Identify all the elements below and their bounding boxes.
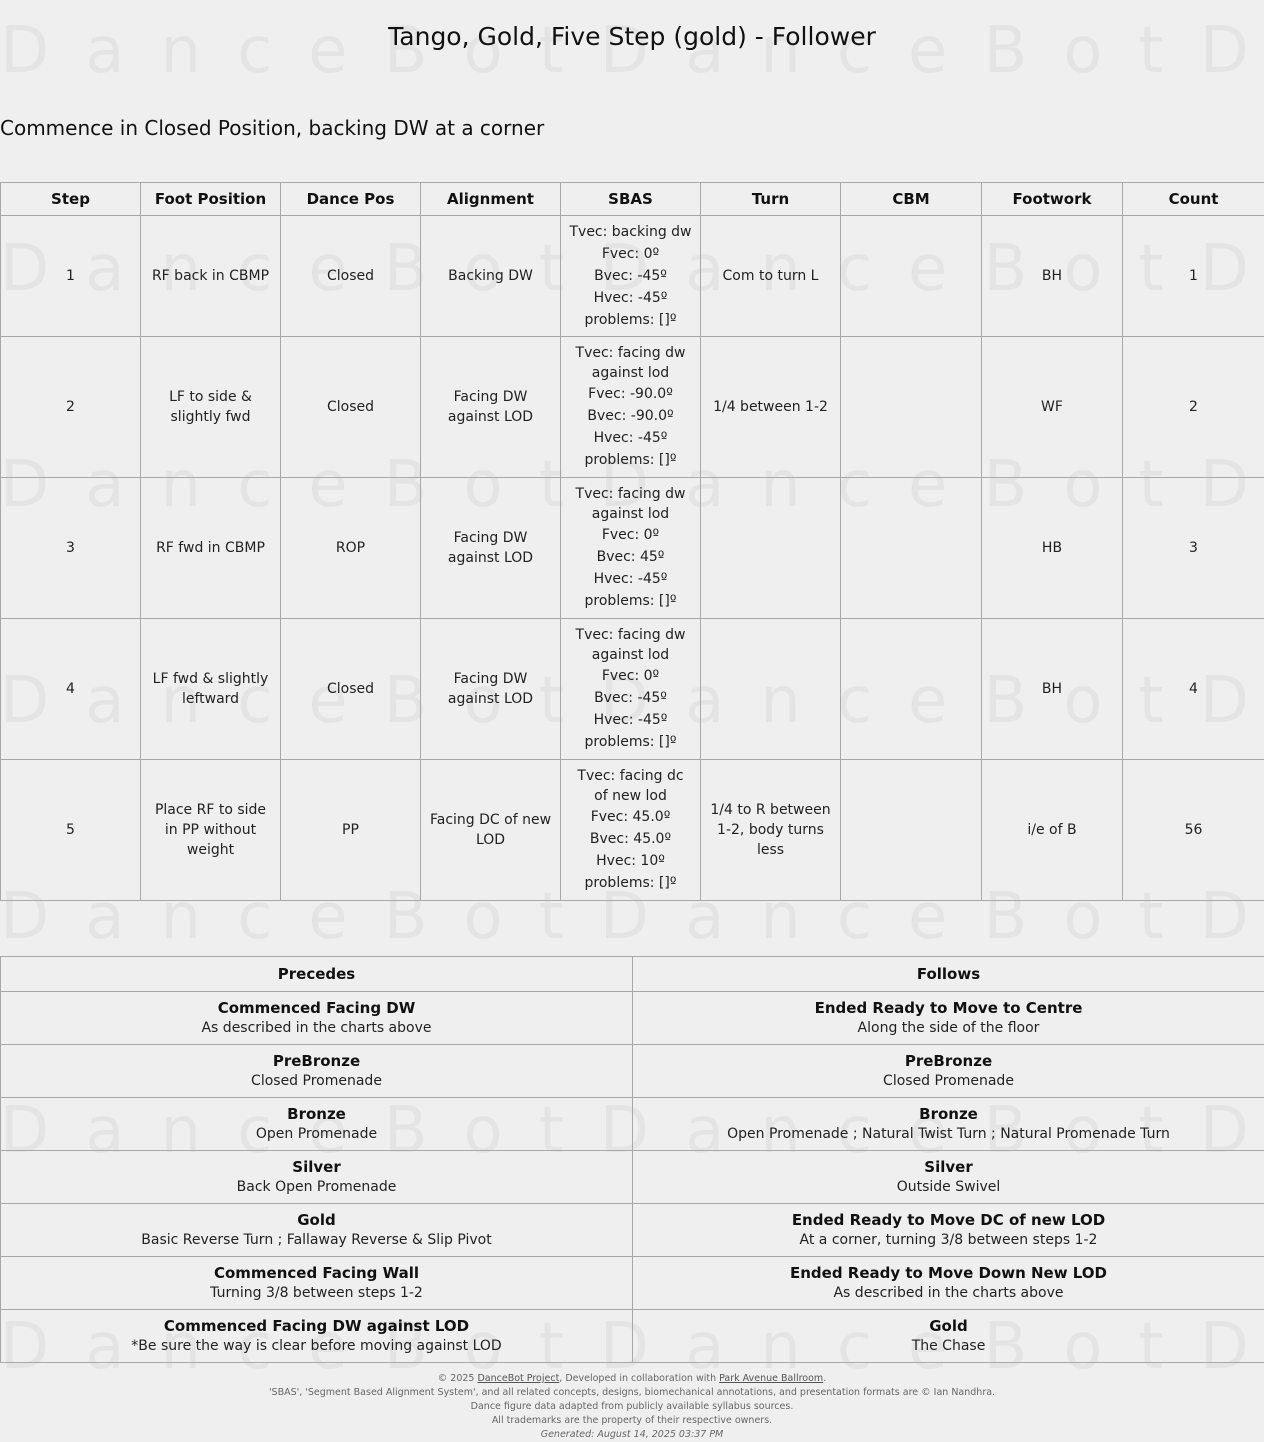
relation-title: Gold xyxy=(639,1316,1258,1336)
sbas-fvec: Fvec: 45.0º xyxy=(569,806,692,828)
relation-title: Ended Ready to Move to Centre xyxy=(639,998,1258,1018)
cbm xyxy=(841,619,982,760)
precedes-cell xyxy=(1,1098,633,1151)
relations-row xyxy=(1,1098,1264,1151)
step-row xyxy=(1,478,1264,619)
sbas-tvec: Tvec: backing dw xyxy=(569,221,692,243)
sbas-hvec: Hvec: -45º xyxy=(569,427,692,449)
foot-position: Place RF to side in PP without weight xyxy=(141,760,281,901)
column-header: Count xyxy=(1123,183,1264,216)
step-number: 2 xyxy=(1,337,141,478)
relation-title: PreBronze xyxy=(7,1051,626,1071)
precedes-cell xyxy=(1,1204,633,1257)
relation-title: Ended Ready to Move DC of new LOD xyxy=(639,1210,1258,1230)
sbas-bvec: Bvec: 45º xyxy=(569,546,692,568)
steps-table xyxy=(0,182,1264,901)
follows-cell xyxy=(633,1151,1264,1204)
precedes-cell xyxy=(1,1310,633,1363)
follows-cell xyxy=(633,992,1264,1045)
sbas-cell xyxy=(561,760,701,901)
relation-desc: *Be sure the way is clear before moving against LOD xyxy=(7,1336,626,1356)
cbm xyxy=(841,478,982,619)
data-source-notice: Dance figure data adapted from publicly available syllabus sources. xyxy=(0,1400,1264,1414)
turn: 1/4 to R between 1-2, body turns less xyxy=(701,760,841,901)
sbas-cell xyxy=(561,619,701,760)
sbas-problems: problems: []º xyxy=(569,309,692,331)
alignment: Backing DW xyxy=(421,216,561,337)
generated-timestamp: Generated: August 14, 2025 03:37 PM xyxy=(0,1428,1264,1442)
relations-row xyxy=(1,1204,1264,1257)
sbas-bvec: Bvec: 45.0º xyxy=(569,828,692,850)
count: 2 xyxy=(1123,337,1264,478)
precedes-cell xyxy=(1,1257,633,1310)
follows-cell xyxy=(633,1045,1264,1098)
dancebot-project-link[interactable]: DanceBot Project xyxy=(477,1373,559,1384)
alignment: Facing DW against LOD xyxy=(421,619,561,760)
count: 4 xyxy=(1123,619,1264,760)
turn xyxy=(701,619,841,760)
count: 56 xyxy=(1123,760,1264,901)
sbas-notice: 'SBAS', 'Segment Based Alignment System', and all related concepts, designs, biomechanical annotations, and presentation formats are © Ian Nandhra. xyxy=(0,1386,1264,1400)
relation-title: PreBronze xyxy=(639,1051,1258,1071)
follows-cell xyxy=(633,1204,1264,1257)
copyright-text: © 2025 xyxy=(438,1373,478,1384)
precedes-follows-table xyxy=(0,956,1264,1363)
relation-desc: Open Promenade ; Natural Twist Turn ; Natural Promenade Turn xyxy=(639,1124,1258,1144)
dance-position: Closed xyxy=(281,216,421,337)
sbas-fvec: Fvec: 0º xyxy=(569,665,692,687)
relation-desc: The Chase xyxy=(639,1336,1258,1356)
cbm xyxy=(841,216,982,337)
collab-text: , Developed in collaboration with xyxy=(559,1373,719,1384)
relations-header-row xyxy=(1,957,1264,992)
column-header: Dance Pos xyxy=(281,183,421,216)
relation-title: Commenced Facing Wall xyxy=(7,1263,626,1283)
alignment: Facing DW against LOD xyxy=(421,478,561,619)
sbas-problems: problems: []º xyxy=(569,731,692,753)
relations-row xyxy=(1,1151,1264,1204)
commence-heading: Commence in Closed Position, backing DW at a corner xyxy=(0,116,544,140)
precedes-header: Precedes xyxy=(1,957,633,992)
relations-row xyxy=(1,1045,1264,1098)
relation-desc: Along the side of the floor xyxy=(639,1018,1258,1038)
trademark-notice: All trademarks are the property of their respective owners. xyxy=(0,1414,1264,1428)
sbas-fvec: Fvec: 0º xyxy=(569,243,692,265)
cbm xyxy=(841,760,982,901)
alignment: Facing DW against LOD xyxy=(421,337,561,478)
relation-title: Silver xyxy=(639,1157,1258,1177)
turn: Com to turn L xyxy=(701,216,841,337)
dance-position: Closed xyxy=(281,619,421,760)
turn xyxy=(701,478,841,619)
footer xyxy=(0,1372,1264,1442)
precedes-cell xyxy=(1,1151,633,1204)
sbas-cell xyxy=(561,216,701,337)
relation-desc: Turning 3/8 between steps 1-2 xyxy=(7,1283,626,1303)
footer-copyright-line xyxy=(0,1372,1264,1386)
sbas-bvec: Bvec: -45º xyxy=(569,687,692,709)
sbas-fvec: Fvec: 0º xyxy=(569,524,692,546)
steps-header-row xyxy=(1,183,1264,216)
sbas-fvec: Fvec: -90.0º xyxy=(569,383,692,405)
sbas-tvec: Tvec: facing dw against lod xyxy=(569,484,692,524)
relation-title: Silver xyxy=(7,1157,626,1177)
sbas-tvec: Tvec: facing dw against lod xyxy=(569,343,692,383)
step-number: 1 xyxy=(1,216,141,337)
sbas-hvec: Hvec: -45º xyxy=(569,287,692,309)
relation-title: Commenced Facing DW xyxy=(7,998,626,1018)
follows-header: Follows xyxy=(633,957,1264,992)
foot-position: LF fwd & slightly leftward xyxy=(141,619,281,760)
column-header: CBM xyxy=(841,183,982,216)
relation-desc: As described in the charts above xyxy=(7,1018,626,1038)
step-row xyxy=(1,619,1264,760)
collab-suffix: . xyxy=(823,1373,826,1384)
relation-desc: As described in the charts above xyxy=(639,1283,1258,1303)
dance-position: PP xyxy=(281,760,421,901)
foot-position: RF back in CBMP xyxy=(141,216,281,337)
foot-position: RF fwd in CBMP xyxy=(141,478,281,619)
column-header: SBAS xyxy=(561,183,701,216)
step-number: 5 xyxy=(1,760,141,901)
sbas-tvec: Tvec: facing dw against lod xyxy=(569,625,692,665)
count: 3 xyxy=(1123,478,1264,619)
turn: 1/4 between 1-2 xyxy=(701,337,841,478)
relation-title: Commenced Facing DW against LOD xyxy=(7,1316,626,1336)
relation-desc: Closed Promenade xyxy=(7,1071,626,1091)
park-avenue-ballroom-link[interactable]: Park Avenue Ballroom xyxy=(719,1373,823,1384)
step-number: 4 xyxy=(1,619,141,760)
dance-position: Closed xyxy=(281,337,421,478)
relations-row xyxy=(1,1257,1264,1310)
foot-position: LF to side & slightly fwd xyxy=(141,337,281,478)
follows-cell xyxy=(633,1310,1264,1363)
relation-desc: Back Open Promenade xyxy=(7,1177,626,1197)
column-header: Foot Position xyxy=(141,183,281,216)
relations-row xyxy=(1,992,1264,1045)
follows-cell xyxy=(633,1098,1264,1151)
column-header: Step xyxy=(1,183,141,216)
sbas-tvec: Tvec: facing dc of new lod xyxy=(569,766,692,806)
footwork: HB xyxy=(982,478,1123,619)
sbas-hvec: Hvec: -45º xyxy=(569,568,692,590)
footwork: WF xyxy=(982,337,1123,478)
relation-title: Bronze xyxy=(639,1104,1258,1124)
footwork: i/e of B xyxy=(982,760,1123,901)
precedes-cell xyxy=(1,992,633,1045)
sbas-cell xyxy=(561,478,701,619)
follows-cell xyxy=(633,1257,1264,1310)
step-row xyxy=(1,337,1264,478)
cbm xyxy=(841,337,982,478)
relation-desc: Basic Reverse Turn ; Fallaway Reverse & Slip Pivot xyxy=(7,1230,626,1250)
footwork: BH xyxy=(982,216,1123,337)
sbas-problems: problems: []º xyxy=(569,872,692,894)
relation-desc: Outside Swivel xyxy=(639,1177,1258,1197)
relation-title: Bronze xyxy=(7,1104,626,1124)
relation-desc: Closed Promenade xyxy=(639,1071,1258,1091)
sbas-problems: problems: []º xyxy=(569,590,692,612)
column-header: Footwork xyxy=(982,183,1123,216)
relation-desc: At a corner, turning 3/8 between steps 1-2 xyxy=(639,1230,1258,1250)
sbas-hvec: Hvec: 10º xyxy=(569,850,692,872)
relation-title: Gold xyxy=(7,1210,626,1230)
footwork: BH xyxy=(982,619,1123,760)
alignment: Facing DC of new LOD xyxy=(421,760,561,901)
sbas-hvec: Hvec: -45º xyxy=(569,709,692,731)
sbas-problems: problems: []º xyxy=(569,449,692,471)
sbas-cell xyxy=(561,337,701,478)
count: 1 xyxy=(1123,216,1264,337)
page-title: Tango, Gold, Five Step (gold) - Follower xyxy=(0,22,1264,51)
step-number: 3 xyxy=(1,478,141,619)
precedes-cell xyxy=(1,1045,633,1098)
step-row xyxy=(1,760,1264,901)
sbas-bvec: Bvec: -90.0º xyxy=(569,405,692,427)
dance-position: ROP xyxy=(281,478,421,619)
column-header: Turn xyxy=(701,183,841,216)
sbas-bvec: Bvec: -45º xyxy=(569,265,692,287)
relations-row xyxy=(1,1310,1264,1363)
column-header: Alignment xyxy=(421,183,561,216)
step-row xyxy=(1,216,1264,337)
relation-desc: Open Promenade xyxy=(7,1124,626,1144)
relation-title: Ended Ready to Move Down New LOD xyxy=(639,1263,1258,1283)
